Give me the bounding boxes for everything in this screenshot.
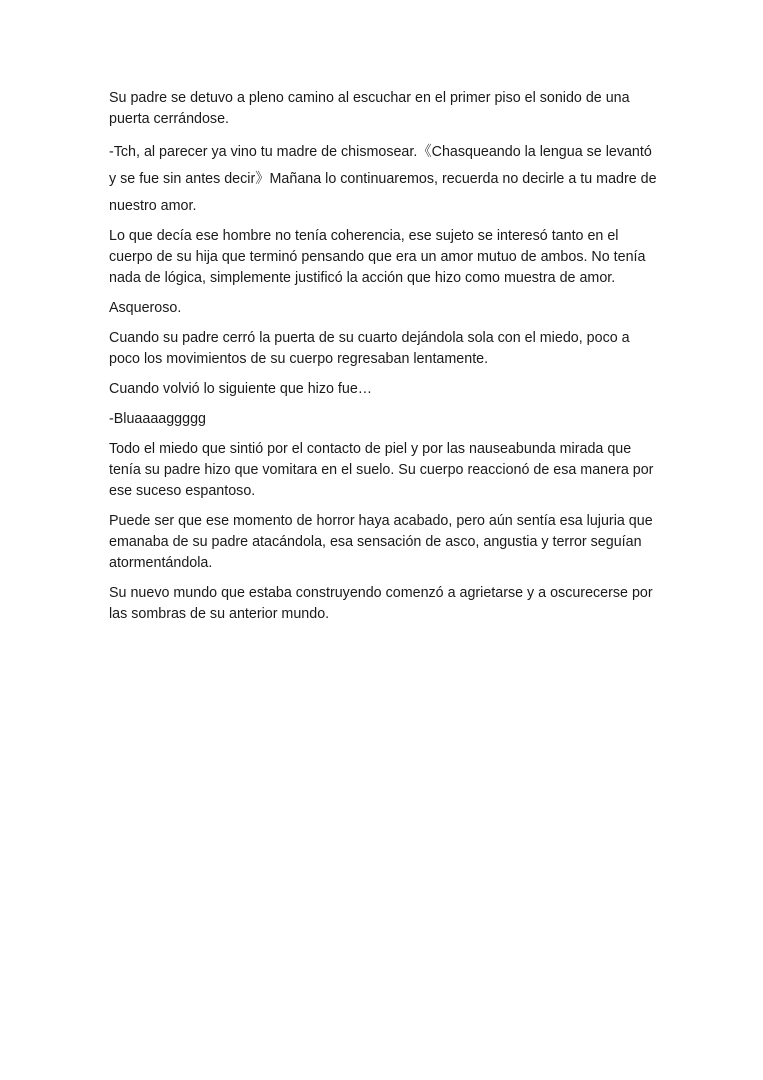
paragraph: -Bluaaaaggggg bbox=[109, 411, 206, 427]
document-body bbox=[109, 88, 657, 634]
paragraph: Cuando su padre cerró la puerta de su cuarto dejándola sola con el miedo, poco a poco los movimientos de su cuerpo regresaban lentamente. bbox=[109, 330, 630, 367]
paragraph: Su padre se detuvo a pleno camino al escuchar en el primer piso el sonido de una puerta cerrándose. bbox=[109, 90, 630, 127]
paragraph: Asqueroso. bbox=[109, 300, 182, 316]
paragraph: Cuando volvió lo siguiente que hizo fue… bbox=[109, 381, 373, 397]
paragraph: -Tch, al parecer ya vino tu madre de chismosear.《Chasqueando la lengua se levantó y se fue sin antes decir》Mañana lo continuaremos, recuerda no decirle a tu madre de nuestro amor. bbox=[109, 144, 657, 214]
paragraph: Puede ser que ese momento de horror haya acabado, pero aún sentía esa lujuria que emanaba de su padre atacándola, esa sensación de asco, angustia y terror seguían atormentándola. bbox=[109, 513, 653, 571]
paragraph: Todo el miedo que sintió por el contacto de piel y por las nauseabunda mirada que tenía su padre hizo que vomitara en el suelo. Su cuerpo reaccionó de esa manera por ese suceso espantoso. bbox=[109, 441, 654, 499]
paragraph: Su nuevo mundo que estaba construyendo comenzó a agrietarse y a oscurecerse por las sombras de su anterior mundo. bbox=[109, 585, 653, 622]
paragraph: Lo que decía ese hombre no tenía coherencia, ese sujeto se interesó tanto en el cuerpo de su hija que terminó pensando que era un amor mutuo de ambos. No tenía nada de lógica, simplemente justificó la acción que hizo como muestra de amor. bbox=[109, 228, 646, 286]
